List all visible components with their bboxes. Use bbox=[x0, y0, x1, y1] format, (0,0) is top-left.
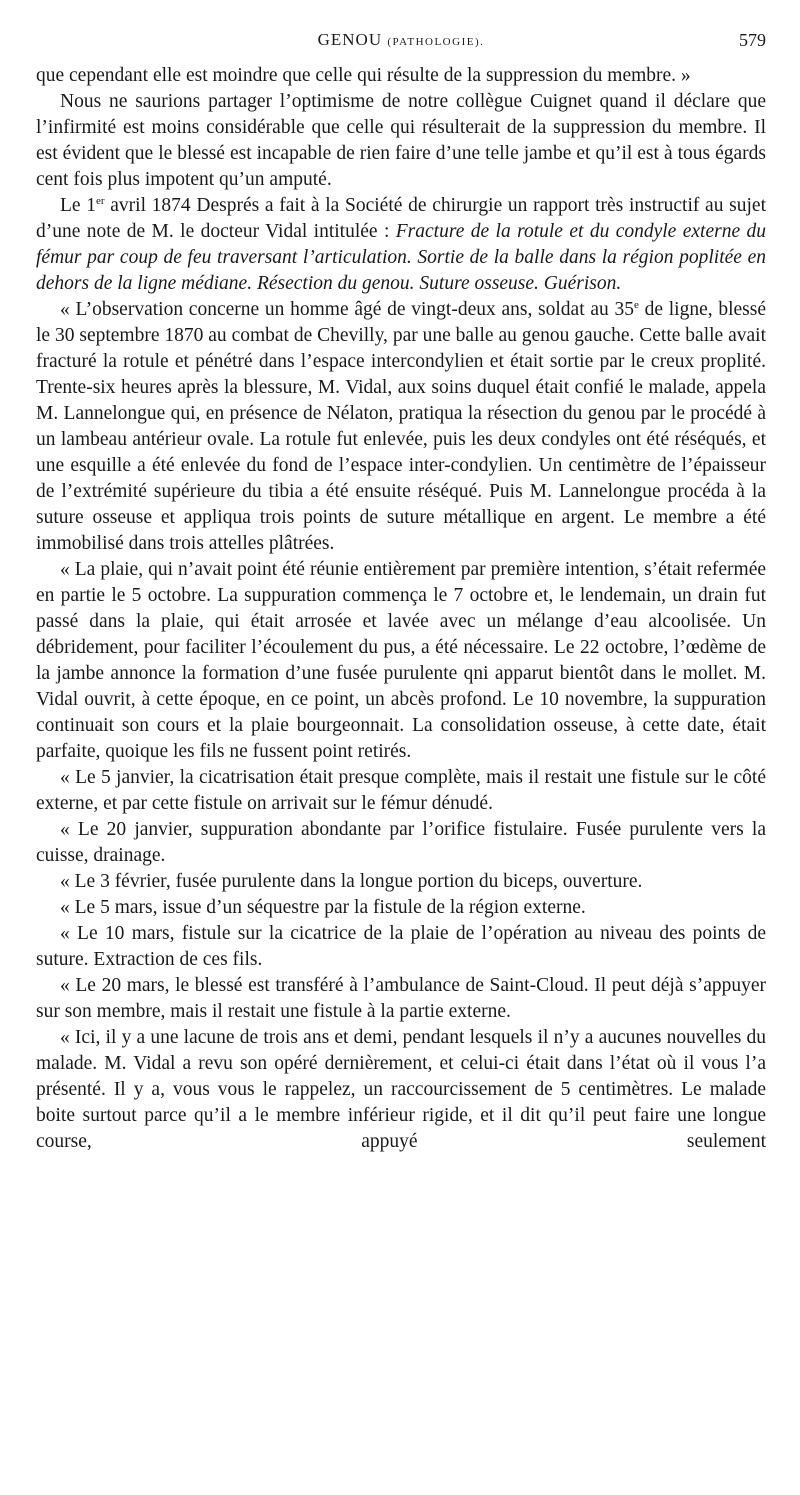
paragraph-report bbox=[36, 193, 766, 297]
paragraph: « Le 10 mars, fistule sur la cicatrice de la plaie de l’opération au niveau des points de suture. Extraction de ces fils. bbox=[36, 923, 766, 970]
paragraph: « Le 20 mars, le blessé est transféré à l’ambulance de Saint-Cloud. Il peut déjà s’appuyer sur son membre, mais il restait une fistule à la partie externe. bbox=[36, 975, 766, 1022]
paragraph: « Le 20 janvier, suppuration abondante par l’orifice fistulaire. Fusée purulente vers la cuisse, drainage. bbox=[36, 819, 766, 866]
paragraph: « Le 3 février, fusée purulente dans la longue portion du biceps, ouverture. bbox=[60, 871, 643, 892]
paragraph: « Le 5 mars, issue d’un séquestre par la fistule de la région externe. bbox=[60, 897, 586, 918]
paragraph: « Le 5 janvier, la cicatrisation était presque complète, mais il restait une fistule sur le côté externe, et par cette fistule on arrivait sur le fémur dénudé. bbox=[36, 767, 766, 814]
paragraph: que cependant elle est moindre que celle qui résulte de la suppression du membre. » bbox=[36, 65, 691, 86]
paragraph-text: Le 1 bbox=[60, 195, 97, 216]
body-text bbox=[36, 63, 766, 1155]
ordinal-superscript: er bbox=[96, 195, 105, 207]
paragraph: « Ici, il y a une lacune de trois ans et demi, pendant lesquels il n’y a aucunes nouvelles du malade. M. Vidal a revu son opéré dernièrement, et celui-ci était dans l’état où il vous l’a présenté. Il y a, vous vous le rappelez, un raccourcissement de 5 centimètres. Le malade boite surtout parce qu’il a le membre inférieur rigide, et il dit qu’il peut faire une longue course, appuyé seulement bbox=[36, 1027, 766, 1152]
page-header bbox=[36, 30, 766, 56]
page-number: 579 bbox=[739, 30, 766, 50]
running-title-sub: (PATHOLOGIE). bbox=[387, 36, 485, 48]
paragraph-text: « L’observation concerne un homme âgé de vingt-deux ans, soldat au 35 bbox=[60, 299, 634, 320]
paragraph-text: de ligne, blessé le 30 septembre 1870 au combat de Chevilly, par une balle au genou gauche. Cette balle avait fracturé la rotule et pénétré dans l’espace intercondylien et était sortie par le creux proplité. Trente-six heures après la blessure, M. Vidal, aux soins duquel était confié le malade, appela M. Lannelongue qui, en présence de Nélaton, pratiqua la résection du genou par le procédé à un lambeau antérieur ovale. La rotule fut enlevée, puis les deux condyles ont été réséqués, et une esquille a été enlevée du fond de l’espace inter-condylien. Un centimètre de l’épaisseur de l’extrémité supérieure du tibia a été ensuite réséqué. Puis M. Lannelongue procéda à la suture osseuse et appliqua trois points de suture métallique en argent. Le membre a été immobilisé dans trois attelles plâtrées. bbox=[36, 299, 766, 554]
running-title bbox=[36, 30, 766, 50]
paragraph: Nous ne saurions partager l’optimisme de notre collègue Cuignet quand il déclare que l’infirmité est moins considérable que celle qui résulterait de la suppression du membre. Il est évident que le blessé est incapable de rien faire d’une telle jambe et qu’il est à tous égards cent fois plus impotent qu’un amputé. bbox=[36, 91, 766, 190]
paragraph-text: avril 1874 Després a fait à la Société de chirurgie un rapport très instructif au sujet d’une note de M. le docteur Vidal intitulée : bbox=[36, 195, 766, 242]
note-title: Fracture de la rotule et du condyle externe du fémur par coup de feu traversant l’articulation. Sortie de la balle dans la région poplitée en dehors de la ligne médiane. Résection du genou. Suture osseuse. Guérison. bbox=[36, 221, 766, 294]
paragraph: « La plaie, qui n’avait point été réunie entièrement par première intention, s’était refermée en partie le 5 octobre. La suppuration commença le 7 octobre et, le lendemain, un drain fut passé dans la plaie, qui était arrosée et lavée avec un mélange d’eau alcoolisée. Un débridement, pour faciliter l’écoulement du pus, a été nécessaire. Le 22 octobre, l’œdème de la jambe annonce la formation d’une fusée purulente qni apparut bientôt dans le mollet. M. Vidal ouvrit, à cette époque, en ce point, un abcès profond. Le 10 novembre, la suppuration continuait son cours et la plaie bourgeonnait. La consolidation osseuse, à cette date, était parfaite, quoique les fils ne fussent point retirés. bbox=[36, 559, 766, 762]
paragraph-observation bbox=[36, 297, 766, 557]
running-title-main: GENOU bbox=[317, 30, 383, 49]
ordinal-superscript: e bbox=[634, 299, 639, 311]
